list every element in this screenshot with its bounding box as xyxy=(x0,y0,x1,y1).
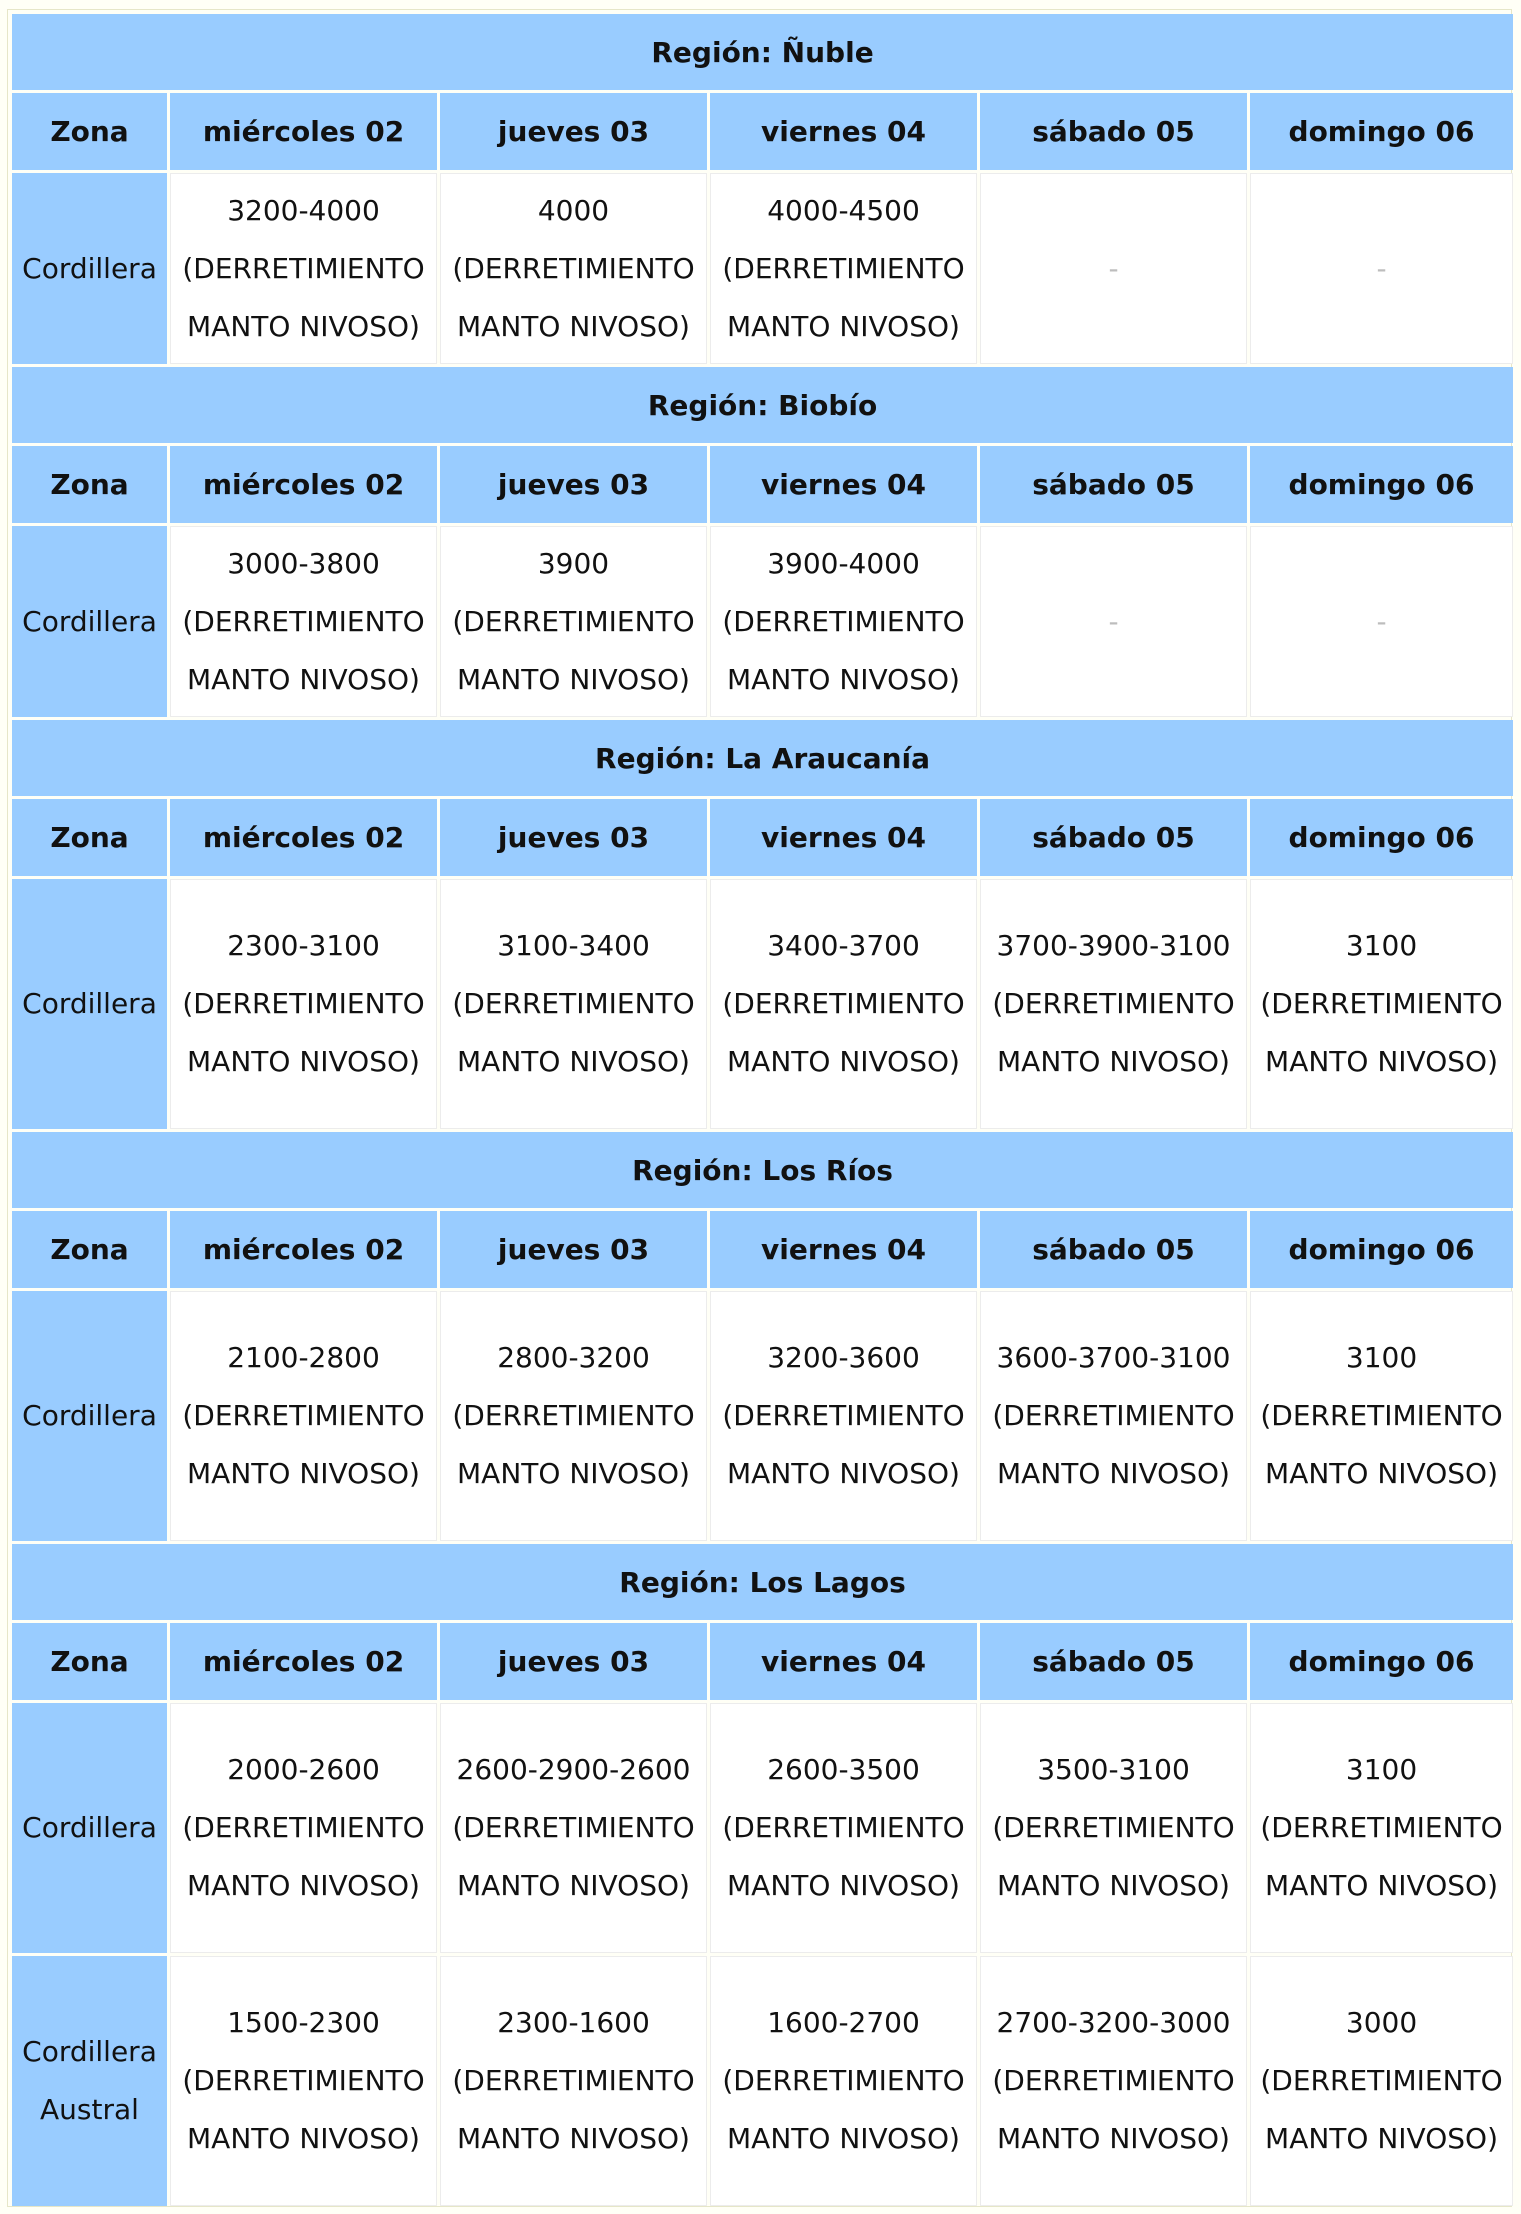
snow-level-cell: 2600-3500 (DERRETIMIENTO MANTO NIVOSO) xyxy=(710,1703,977,1953)
header-zona: Zona xyxy=(12,446,167,523)
region-title: Región: Ñuble xyxy=(12,14,1513,90)
region-title-row xyxy=(12,1544,1513,1620)
header-day: jueves 03 xyxy=(440,1211,707,1288)
snow-level-cell: 3200-4000 (DERRETIMIENTO MANTO NIVOSO) xyxy=(170,173,437,364)
table-row xyxy=(12,1956,1513,2206)
snow-level-cell: 3400-3700 (DERRETIMIENTO MANTO NIVOSO) xyxy=(710,879,977,1129)
region-title-row xyxy=(12,1132,1513,1208)
column-header-row xyxy=(12,799,1513,876)
snow-level-cell: 3700-3900-3100 (DERRETIMIENTO MANTO NIVOSO) xyxy=(980,879,1247,1129)
snow-level-cell: 3500-3100 (DERRETIMIENTO MANTO NIVOSO) xyxy=(980,1703,1247,1953)
table-row xyxy=(12,173,1513,364)
snow-level-cell: 3900 (DERRETIMIENTO MANTO NIVOSO) xyxy=(440,526,707,717)
header-zona: Zona xyxy=(12,799,167,876)
snow-level-cell: 3600-3700-3100 (DERRETIMIENTO MANTO NIVOSO) xyxy=(980,1291,1247,1541)
snow-level-cell: 2700-3200-3000 (DERRETIMIENTO MANTO NIVOSO) xyxy=(980,1956,1247,2206)
snow-level-cell: 2800-3200 (DERRETIMIENTO MANTO NIVOSO) xyxy=(440,1291,707,1541)
column-header-row xyxy=(12,1211,1513,1288)
snow-level-cell: 1500-2300 (DERRETIMIENTO MANTO NIVOSO) xyxy=(170,1956,437,2206)
zone-cell: Cordillera xyxy=(12,1703,167,1953)
snow-level-cell: 3000 (DERRETIMIENTO MANTO NIVOSO) xyxy=(1250,1956,1513,2206)
snow-level-cell: 3000-3800 (DERRETIMIENTO MANTO NIVOSO) xyxy=(170,526,437,717)
table-row xyxy=(12,1291,1513,1541)
zone-cell: Cordillera xyxy=(12,1291,167,1541)
snow-level-cell: 2300-1600 (DERRETIMIENTO MANTO NIVOSO) xyxy=(440,1956,707,2206)
header-zona: Zona xyxy=(12,1211,167,1288)
header-day: sábado 05 xyxy=(980,1623,1247,1700)
empty-value-cell: - xyxy=(980,173,1247,364)
header-day: viernes 04 xyxy=(710,446,977,523)
snow-level-cell: 3100-3400 (DERRETIMIENTO MANTO NIVOSO) xyxy=(440,879,707,1129)
table-row xyxy=(12,526,1513,717)
empty-value-cell: - xyxy=(1250,173,1513,364)
header-day: viernes 04 xyxy=(710,1623,977,1700)
header-day: viernes 04 xyxy=(710,93,977,170)
region-title-row xyxy=(12,720,1513,796)
snow-level-cell: 4000-4500 (DERRETIMIENTO MANTO NIVOSO) xyxy=(710,173,977,364)
header-day: domingo 06 xyxy=(1250,1623,1513,1700)
column-header-row xyxy=(12,1623,1513,1700)
region-title-row xyxy=(12,14,1513,90)
snow-level-cell: 2300-3100 (DERRETIMIENTO MANTO NIVOSO) xyxy=(170,879,437,1129)
snow-level-cell: 3900-4000 (DERRETIMIENTO MANTO NIVOSO) xyxy=(710,526,977,717)
header-day: sábado 05 xyxy=(980,93,1247,170)
header-day: miércoles 02 xyxy=(170,446,437,523)
header-day: viernes 04 xyxy=(710,1211,977,1288)
empty-value-cell: - xyxy=(980,526,1247,717)
region-title-row xyxy=(12,367,1513,443)
empty-value-cell: - xyxy=(1250,526,1513,717)
header-day: domingo 06 xyxy=(1250,1211,1513,1288)
snow-level-cell: 3100 (DERRETIMIENTO MANTO NIVOSO) xyxy=(1250,1703,1513,1953)
table-row xyxy=(12,1703,1513,1953)
region-title: Región: Los Ríos xyxy=(12,1132,1513,1208)
snow-level-cell: 3100 (DERRETIMIENTO MANTO NIVOSO) xyxy=(1250,1291,1513,1541)
region-title: Región: Los Lagos xyxy=(12,1544,1513,1620)
header-day: miércoles 02 xyxy=(170,1623,437,1700)
header-day: miércoles 02 xyxy=(170,1211,437,1288)
header-day: miércoles 02 xyxy=(170,799,437,876)
snow-level-cell: 2100-2800 (DERRETIMIENTO MANTO NIVOSO) xyxy=(170,1291,437,1541)
region-title: Región: Biobío xyxy=(12,367,1513,443)
zone-cell: Cordillera xyxy=(12,173,167,364)
header-day: jueves 03 xyxy=(440,446,707,523)
region-title: Región: La Araucanía xyxy=(12,720,1513,796)
snow-level-cell: 2600-2900-2600 (DERRETIMIENTO MANTO NIVOSO) xyxy=(440,1703,707,1953)
header-day: jueves 03 xyxy=(440,93,707,170)
snow-level-cell: 2000-2600 (DERRETIMIENTO MANTO NIVOSO) xyxy=(170,1703,437,1953)
header-day: jueves 03 xyxy=(440,799,707,876)
table-row xyxy=(12,879,1513,1129)
zone-cell: Cordillera xyxy=(12,526,167,717)
header-day: jueves 03 xyxy=(440,1623,707,1700)
header-day: sábado 05 xyxy=(980,1211,1247,1288)
header-day: sábado 05 xyxy=(980,799,1247,876)
header-zona: Zona xyxy=(12,93,167,170)
header-day: sábado 05 xyxy=(980,446,1247,523)
snow-level-forecast-table xyxy=(9,11,1516,2209)
header-day: domingo 06 xyxy=(1250,446,1513,523)
zone-cell: Cordillera Austral xyxy=(12,1956,167,2206)
column-header-row xyxy=(12,446,1513,523)
snow-level-cell: 3200-3600 (DERRETIMIENTO MANTO NIVOSO) xyxy=(710,1291,977,1541)
header-day: viernes 04 xyxy=(710,799,977,876)
snow-level-cell: 3100 (DERRETIMIENTO MANTO NIVOSO) xyxy=(1250,879,1513,1129)
snow-level-cell: 4000 (DERRETIMIENTO MANTO NIVOSO) xyxy=(440,173,707,364)
zone-cell: Cordillera xyxy=(12,879,167,1129)
snow-level-cell: 1600-2700 (DERRETIMIENTO MANTO NIVOSO) xyxy=(710,1956,977,2206)
header-day: domingo 06 xyxy=(1250,93,1513,170)
column-header-row xyxy=(12,93,1513,170)
header-day: domingo 06 xyxy=(1250,799,1513,876)
header-day: miércoles 02 xyxy=(170,93,437,170)
header-zona: Zona xyxy=(12,1623,167,1700)
